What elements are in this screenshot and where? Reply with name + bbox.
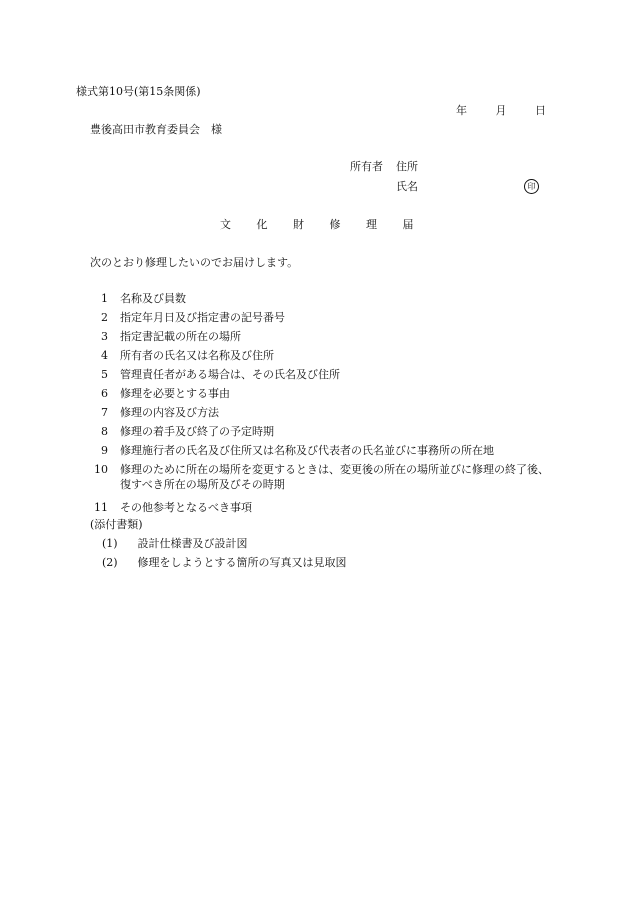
attachment-text: 修理をしようとする箇所の写真又は見取図 xyxy=(137,556,347,569)
owner-name-label: 氏名 xyxy=(396,180,418,193)
item-text: 修理の内容及び方法 xyxy=(120,406,219,419)
attachment-number: (2) xyxy=(102,556,118,569)
list-item xyxy=(90,444,560,463)
owner-address-label: 住所 xyxy=(396,160,418,173)
date-fields xyxy=(456,104,546,119)
list-item xyxy=(90,406,560,425)
list-item xyxy=(90,425,560,444)
item-number: 5 xyxy=(101,368,108,381)
title-char-6: 届 xyxy=(402,218,414,231)
date-month-label: 月 xyxy=(495,104,507,117)
item-text: 修理を必要とする事由 xyxy=(120,387,230,400)
list-item xyxy=(90,501,560,520)
item-text: 修理の着手及び終了の予定時期 xyxy=(120,425,274,438)
list-item xyxy=(90,292,560,311)
attachments-list xyxy=(102,537,347,575)
attachment-item xyxy=(102,537,347,556)
addressee: 豊後高田市教育委員会 様 xyxy=(90,123,222,136)
item-number: 1 xyxy=(101,292,108,305)
item-number: 7 xyxy=(101,406,108,419)
list-item xyxy=(90,330,560,349)
title-char-5: 理 xyxy=(366,218,377,231)
owner-label: 所有者 xyxy=(350,160,383,173)
document-title xyxy=(220,218,414,233)
item-text: 修理のために所在の場所を変更するときは、変更後の所在の場所並びに修理の終了後、復すべき所在の場所及びその時期 xyxy=(120,463,549,491)
attachment-text: 設計仕様書及び設計図 xyxy=(137,537,248,550)
item-number: 8 xyxy=(101,425,108,438)
item-text: 管理責任者がある場合は、その氏名及び住所 xyxy=(120,368,340,381)
list-item xyxy=(90,311,560,330)
list-item xyxy=(90,349,560,368)
item-text: 指定年月日及び指定書の記号番号 xyxy=(120,311,285,324)
title-char-3: 財 xyxy=(293,218,304,231)
attachments-heading: (添付書類) xyxy=(90,518,143,531)
title-char-2: 化 xyxy=(256,218,268,231)
item-text: 名称及び員数 xyxy=(120,292,186,305)
item-number: 10 xyxy=(94,463,108,476)
attachment-number: (1) xyxy=(102,537,118,550)
item-text: 所有者の氏名又は名称及び住所 xyxy=(120,349,274,362)
item-number: 2 xyxy=(101,311,108,324)
list-item xyxy=(90,463,560,501)
date-year-label: 年 xyxy=(456,104,467,117)
form-number: 様式第10号(第15条関係) xyxy=(76,85,201,98)
item-number: 6 xyxy=(101,387,108,400)
item-text: その他参考となるべき事項 xyxy=(120,501,252,514)
item-text: 修理施行者の氏名及び住所又は名称及び代表者の氏名並びに事務所の所在地 xyxy=(120,444,494,457)
list-item xyxy=(90,387,560,406)
item-number: 11 xyxy=(94,501,108,514)
item-number: 4 xyxy=(101,349,108,362)
item-number: 3 xyxy=(101,330,108,343)
attachment-item xyxy=(102,556,347,575)
required-items-list xyxy=(90,292,560,520)
date-day-label: 日 xyxy=(535,104,546,117)
intro-text: 次のとおり修理したいのでお届けします。 xyxy=(90,256,299,269)
item-text: 指定書記載の所在の場所 xyxy=(120,330,241,343)
title-char-1: 文 xyxy=(220,218,231,231)
seal-mark: 印 xyxy=(524,179,539,194)
title-char-4: 修 xyxy=(329,218,341,231)
item-number: 9 xyxy=(101,444,108,457)
list-item xyxy=(90,368,560,387)
